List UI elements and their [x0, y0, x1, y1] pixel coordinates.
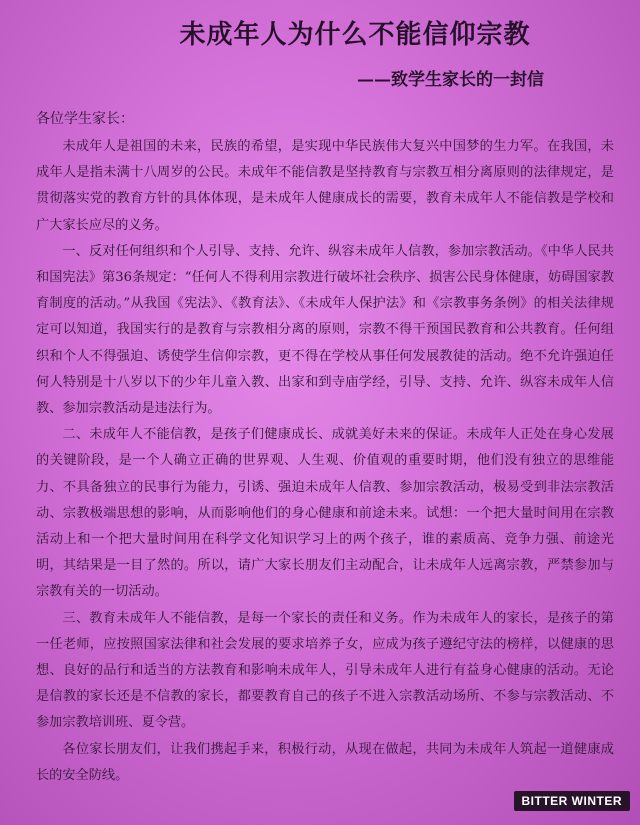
- paragraph-closing: 各位家长朋友们，让我们携起手来，积极行动，从现在做起，共同为未成年人筑起一道健康成长的安全防线。: [36, 741, 614, 783]
- paragraph-section-three: 三、教育未成年人不能信教，是每一个家长的责任和义务。作为未成年人的家长，是孩子的第一任老师，应按照国家法律和社会发展的要求培养子女，应成为孩子遵纪守法的榜样，以健康的思想、良好的品行和适当的方法教育和影响未成年人，引导未成年人进行有益身心健康的活动。无论是信教的家长还是不信教的家长，都要教育自己的孩子不进入宗教活动场所、不参与宗教活动、不参加宗教培训班、夏令营。: [36, 610, 614, 731]
- letter-greeting: 各位学生家长：: [36, 111, 134, 127]
- paragraph-section-two: 二、未成年人不能信教，是孩子们健康成长、成就美好未来的保证。未成年人正处在身心发展的关键阶段，是一个人确立正确的世界观、人生观、价值观的重要时期，他们没有独立的思维能力、不具备独立的民事行为能力，引诱、强迫未成年人信教、参加宗教活动，极易受到非法宗教活动、宗教极端思想的影响，从而影响他们的身心健康和前途未来。试想：一个把大量时间用在宗教活动上和一个把大量时间用在科学文化知识学习上的两个孩子，谁的素质高、竞争力强、前途光明，其结果是一目了然的。所以，请广大家长朋友们主动配合，让未成年人远离宗教，严禁参加与宗教有关的一切活动。: [36, 427, 614, 600]
- letter-subtitle: ——致学生家长的一封信: [357, 70, 544, 90]
- watermark-logo: BITTER WINTER: [514, 791, 631, 811]
- paragraph-section-one: 一、反对任何组织和个人引导、支持、允许、纵容未成年人信教，参加宗教活动。《中华人民共和国宪法》第36条规定：“任何人不得利用宗教进行破坏社会秩序、损害公民身体健康，妨碍国家教育制度的活动。”从我国《宪法》、《教育法》、《未成年人保护法》和《宗教事务条例》的相关法律规定可以知道，我国实行的是教育与宗教相分离的原则，宗教不得干预国民教育和公共教育。任何组织和个人不得强迫、诱使学生信仰宗教，更不得在学校从事任何发展教徒的活动。绝不允许强迫任何人特别是十八岁以下的少年儿童入教、出家和到寺庙学经，引导、支持、允许、纵容未成年人信教、参加宗教活动是违法行为。: [36, 243, 614, 417]
- letter-title: 未成年人为什么不能信仰宗教: [179, 20, 531, 50]
- letter: [36, 14, 614, 789]
- paragraph-intro: 未成年人是祖国的未来，民族的希望，是实现中华民族伟大复兴中国梦的生力军。在我国，未成年人是指未满十八周岁的公民。未成年不能信教是坚持教育与宗教互相分离原则的法律规定，是贯彻落实党的教育方针的具体体现，是未成年人健康成长的需要，教育未成年人不能信教是学校和广大家长应尽的义务。: [36, 139, 614, 233]
